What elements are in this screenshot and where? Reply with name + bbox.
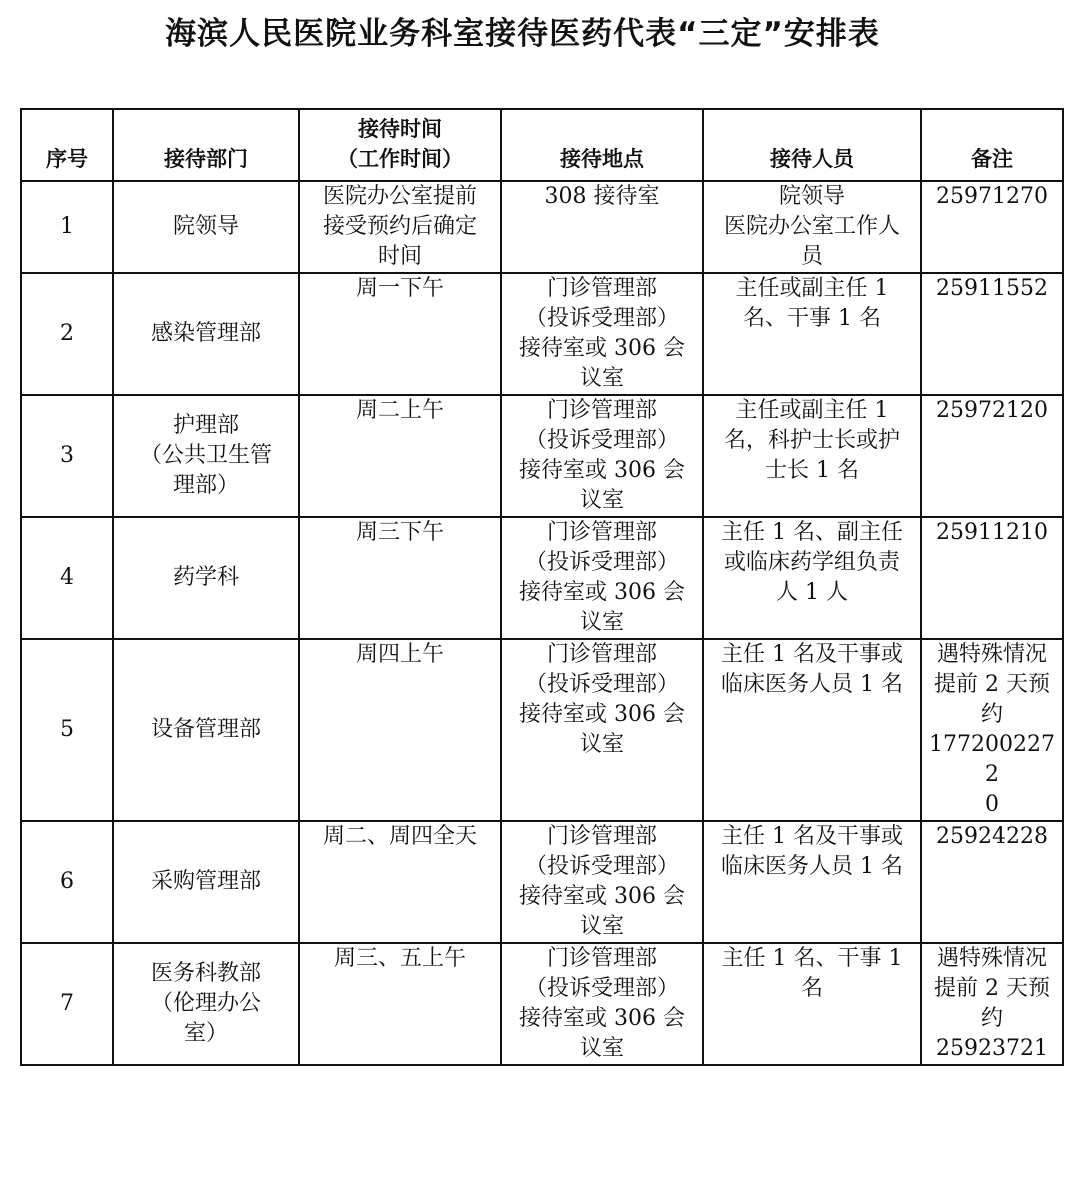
- cell-time: [299, 181, 501, 273]
- cell-note-line: 25923721: [936, 1036, 1048, 1061]
- cell-time: [299, 821, 501, 943]
- cell-time-line: 周三、五上午: [333, 946, 466, 971]
- table-row: [21, 517, 1063, 639]
- cell-time-line: 周三下午: [355, 520, 444, 545]
- cell-place: [501, 639, 703, 821]
- cell-place-line: 接待室或 306 会: [519, 458, 685, 483]
- cell-staff-line: 临床医务人员 1 名: [721, 672, 903, 697]
- cell-note-line: 遇特殊情况: [936, 642, 1047, 667]
- header-time-line2: （工作时间）: [337, 147, 463, 171]
- cell-dept-line: 采购管理部: [150, 869, 261, 894]
- cell-note: [921, 517, 1063, 639]
- header-time-line1: 接待时间: [358, 117, 442, 141]
- header-dept: 接待部门: [113, 109, 299, 181]
- cell-dept-line: 设备管理部: [150, 717, 261, 742]
- cell-place-line: 议室: [579, 914, 624, 939]
- cell-note-line: 约: [980, 1006, 1003, 1031]
- cell-no: 5: [21, 639, 113, 821]
- table-row: [21, 639, 1063, 821]
- cell-staff: [703, 943, 921, 1065]
- cell-place-line: 接待室或 306 会: [519, 884, 685, 909]
- cell-staff: [703, 395, 921, 517]
- cell-note-line: 提前 2 天预: [934, 672, 1050, 697]
- cell-staff-line: 主任或副主任 1: [735, 398, 889, 423]
- cell-dept: [113, 517, 299, 639]
- cell-no: 2: [21, 273, 113, 395]
- cell-no: 4: [21, 517, 113, 639]
- cell-dept-line: 理部）: [172, 473, 239, 498]
- cell-staff-line: 名: [800, 976, 823, 1001]
- cell-no: 7: [21, 943, 113, 1065]
- cell-place: [501, 821, 703, 943]
- cell-place-line: 议室: [579, 610, 624, 635]
- header-place: 接待地点: [501, 109, 703, 181]
- cell-note-line: 25972120: [936, 398, 1048, 423]
- cell-staff-line: 员: [800, 244, 823, 269]
- cell-place: [501, 273, 703, 395]
- cell-time-line: 周二上午: [355, 398, 444, 423]
- cell-place-line: 接待室或 306 会: [519, 1006, 685, 1031]
- cell-note: [921, 943, 1063, 1065]
- cell-place: [501, 943, 703, 1065]
- table-row: [21, 181, 1063, 273]
- cell-dept-line: 感染管理部: [150, 321, 261, 346]
- cell-time: [299, 395, 501, 517]
- cell-place-line: 门诊管理部: [546, 276, 657, 301]
- cell-place-line: （投诉受理部）: [524, 306, 679, 331]
- cell-staff-line: 临床医务人员 1 名: [721, 854, 903, 879]
- cell-dept: [113, 639, 299, 821]
- schedule-table: [20, 108, 1064, 1066]
- cell-note-line: 25911210: [936, 520, 1048, 545]
- table-row: [21, 273, 1063, 395]
- cell-staff: [703, 273, 921, 395]
- cell-note: [921, 395, 1063, 517]
- cell-place-line: 308 接待室: [544, 184, 660, 209]
- cell-dept-line: （公共卫生管: [139, 443, 272, 468]
- cell-place-line: 议室: [579, 488, 624, 513]
- cell-place-line: 接待室或 306 会: [519, 580, 685, 605]
- cell-dept: [113, 181, 299, 273]
- cell-no: 3: [21, 395, 113, 517]
- cell-staff-line: 或临床药学组负责: [723, 550, 900, 575]
- cell-time-line: 接受预约后确定: [322, 214, 477, 239]
- cell-time-line: 周一下午: [355, 276, 444, 301]
- cell-place-line: （投诉受理部）: [524, 428, 679, 453]
- header-staff: 接待人员: [703, 109, 921, 181]
- cell-time-line: 时间: [377, 244, 422, 269]
- cell-staff-line: 主任 1 名、副主任: [721, 520, 903, 545]
- cell-place-line: 接待室或 306 会: [519, 702, 685, 727]
- header-row: [21, 109, 1063, 181]
- cell-place-line: （投诉受理部）: [524, 854, 679, 879]
- cell-no: 6: [21, 821, 113, 943]
- cell-dept: [113, 273, 299, 395]
- cell-time-line: 周二、周四全天: [322, 824, 477, 849]
- cell-note: [921, 181, 1063, 273]
- cell-staff-line: 士长 1 名: [765, 458, 859, 483]
- cell-time: [299, 943, 501, 1065]
- table-row: [21, 395, 1063, 517]
- cell-place-line: 门诊管理部: [546, 946, 657, 971]
- cell-note-line: 约: [980, 702, 1003, 727]
- cell-place-line: （投诉受理部）: [524, 976, 679, 1001]
- cell-time: [299, 273, 501, 395]
- cell-staff-line: 人 1 人: [776, 580, 848, 605]
- page-title: 海滨人民医院业务科室接待医药代表“三定”安排表: [165, 16, 880, 52]
- cell-staff: [703, 821, 921, 943]
- cell-staff: [703, 181, 921, 273]
- cell-place-line: 接待室或 306 会: [519, 336, 685, 361]
- cell-place-line: （投诉受理部）: [524, 550, 679, 575]
- cell-staff: [703, 517, 921, 639]
- header-note: 备注: [921, 109, 1063, 181]
- cell-note-line: 遇特殊情况: [936, 946, 1047, 971]
- cell-staff-line: 主任 1 名及干事或: [721, 642, 903, 667]
- cell-note-line: 1772002272: [929, 732, 1055, 787]
- cell-place-line: （投诉受理部）: [524, 672, 679, 697]
- cell-staff-line: 主任 1 名、干事 1: [721, 946, 903, 971]
- cell-place-line: 议室: [579, 1036, 624, 1061]
- cell-dept: [113, 395, 299, 517]
- cell-dept: [113, 821, 299, 943]
- cell-time: [299, 639, 501, 821]
- cell-note: [921, 821, 1063, 943]
- header-no: 序号: [21, 109, 113, 181]
- cell-note: [921, 273, 1063, 395]
- cell-place-line: 门诊管理部: [546, 520, 657, 545]
- cell-dept-line: （伦理办公: [150, 991, 261, 1016]
- cell-place-line: 门诊管理部: [546, 642, 657, 667]
- cell-dept-line: 药学科: [172, 565, 239, 590]
- cell-note-line: 0: [985, 792, 999, 817]
- cell-time: [299, 517, 501, 639]
- cell-place: [501, 517, 703, 639]
- cell-place: [501, 395, 703, 517]
- cell-staff-line: 医院办公室工作人: [723, 214, 900, 239]
- cell-place-line: 议室: [579, 366, 624, 391]
- cell-place-line: 议室: [579, 732, 624, 757]
- table-row: [21, 943, 1063, 1065]
- cell-place-line: 门诊管理部: [546, 398, 657, 423]
- cell-dept: [113, 943, 299, 1065]
- cell-note-line: 提前 2 天预: [934, 976, 1050, 1001]
- cell-note-line: 25971270: [936, 184, 1048, 209]
- cell-note: [921, 639, 1063, 821]
- cell-note-line: 25924228: [936, 824, 1048, 849]
- cell-staff-line: 名，科护士长或护: [723, 428, 900, 453]
- cell-staff-line: 主任或副主任 1: [735, 276, 889, 301]
- cell-dept-line: 室）: [183, 1021, 228, 1046]
- cell-place: [501, 181, 703, 273]
- cell-no: 1: [21, 181, 113, 273]
- header-time: [299, 109, 501, 181]
- cell-time-line: 周四上午: [355, 642, 444, 667]
- cell-dept-line: 护理部: [172, 413, 239, 438]
- table-row: [21, 821, 1063, 943]
- cell-staff-line: 主任 1 名及干事或: [721, 824, 903, 849]
- cell-staff-line: 院领导: [778, 184, 845, 209]
- cell-staff: [703, 639, 921, 821]
- cell-staff-line: 名、干事 1 名: [743, 306, 881, 331]
- cell-dept-line: 院领导: [172, 214, 239, 239]
- cell-dept-line: 医务科教部: [150, 961, 261, 986]
- cell-place-line: 门诊管理部: [546, 824, 657, 849]
- cell-note-line: 25911552: [936, 276, 1048, 301]
- cell-time-line: 医院办公室提前: [322, 184, 477, 209]
